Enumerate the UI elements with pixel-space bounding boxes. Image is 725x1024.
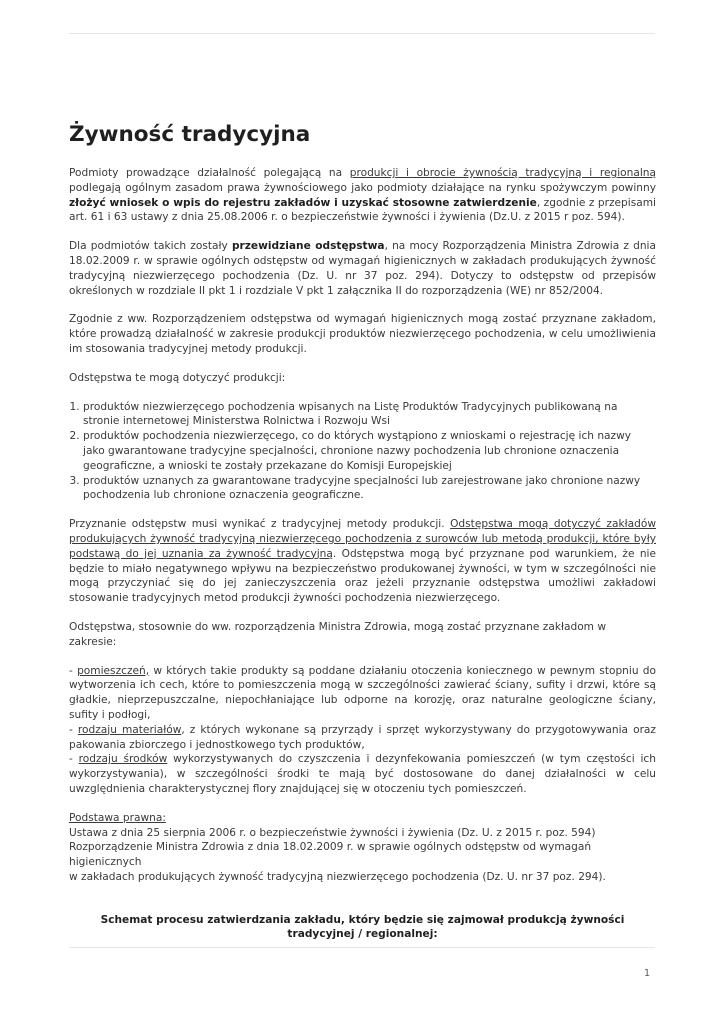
intro-text-a: Podmioty prowadzące działalność polegającą na [69,167,350,180]
scope-text-materials: , z których wykonane są przyrządy i sprzęt wykorzystywany do przygotowywania oraz pakowania zbiorczego i jednostkowego tych produktów, [69,723,656,751]
exemptions-text-a: Dla podmiotów takich zostały [69,240,232,253]
legal-basis [69,811,656,885]
conditions-text-b: . Odstępstwa mogą być przyznane pod warunkiem, że nie będzie to miało negatywnego wpływu na bezpieczeństwo produkowanej żywności, w tym w szczególności nie mogą przyczyniać się do jej zanieczyszczenia oraz jeżeli przyznanie odstępstwa umożliwi zakładowi stosowanie tradycyjnych metod produkcji żywności pochodzenia niezwierzęcego. [69,547,657,605]
page-title: Żywność tradycyjna [69,122,311,147]
paragraph-exemptions [69,239,656,298]
page-number: 1 [643,968,650,979]
scope-link-materials[interactable]: rodzaju materiałów [77,723,182,736]
scope-link-rooms[interactable]: pomieszczeń, [77,664,150,677]
exemptions-bold: przewidziane odstępstwa [231,240,385,253]
scope-dash: - [69,723,78,736]
intro-text-c: , zgodnie z przepisami art. 61 i 63 ustawy z dnia 25.08.2006 r. o bezpieczeństwie żywności i żywienia (Dz.U. z 2015 r poz. 594). [69,196,656,224]
scope-dash: - [69,664,78,677]
scope-text-agents: wykorzystywanych do czyszczenia i dezynfekowania pomieszczeń (w tym częstości ich wykorzystywania), w szczególności środki te mają być dostosowane do danej działalności w celu uwzględnienia charakterystycznej flory znajdującej się w otoczeniu tych pomieszczeń. [69,753,656,795]
list-item: 2. produktów pochodzenia niezwierzęcego, co do których wystąpiono z wnioskami o rejestrację ich nazwy jako gwarantowane tradycyjne specjalności, chronione nazwy pochodzenia lub chronione oznaczenia geograficzne, a wnioski te zostały przekazane do Komisji Europejskiej [83,429,656,473]
scope-items [69,664,656,797]
conditions-link[interactable]: Odstępstwa mogą dotyczyć zakładów produkujących żywność tradycyjną niezwierzęcego pochodzenia z surowców lub metodą produkcji, które były podstawą do jej uznania za żywność tradycyjną [69,518,656,560]
header-divider [69,33,655,34]
scope-link-agents[interactable]: rodzaju środków [78,753,168,766]
exemptions-text-b: , na mocy Rozporządzenia Ministra Zdrowia z dnia 18.02.2009 r. w sprawie ogólnych odstępstw od wymagań higienicznych w zakładach produkujących żywność tradycyjną niezwierzęcego pochodzenia (Dz. U. nr 37 poz. 294). Dotyczy to odstępstw od przepisów określonych w rozdziale II pkt 1 i rozdziale V pkt 1 załącznika II do rozporządzenia (WE) nr 852/2004. [69,240,656,297]
conditions-text-a: Przyznanie odstępstw musi wynikać z tradycyjnej metody produkcji. [69,518,451,531]
legal-basis-heading: Podstawa prawna: [69,811,166,824]
scope-dash: - [69,753,79,766]
paragraph-intro [69,166,656,225]
legal-basis-line: w zakładach produkujących żywność tradycyjną niezwierzęcego pochodzenia (Dz. U. nr 37 poz. 294). [69,870,606,883]
list-item: 3. produktów uznanych za gwarantowane tradycyjne specjalności lub zarejestrowane jako chronione nazwy pochodzenia lub chronione oznaczenia geograficzne. [83,474,656,504]
paragraph-conditions [69,517,656,606]
paragraph-scope-intro: Odstępstwa, stosownie do ww. rozporządzenia Ministra Zdrowia, mogą zostać przyznane zakładom w zakresie: [69,620,607,648]
paragraph-list-intro: Odstępstwa te mogą dotyczyć produkcji: [69,371,286,384]
legal-basis-line: Ustawa z dnia 25 sierpnia 2006 r. o bezpieczeństwie żywności i żywienia (Dz. U. z 2015 r. poz. 594) [69,826,596,839]
intro-link[interactable]: produkcji i obrocie żywnością tradycyjną i regionalną [349,167,657,180]
document-body [69,120,656,942]
paragraph-regulation: Zgodnie z ww. Rozporządzeniem odstępstwa od wymagań higienicznych mogą zostać przyznane zakładom, które prowadzą działalność w zakresie produkcji produktów niezwierzęcego pochodzenia, w celu umożliwienia im stosowania tradycyjnej metody produkcji. [69,313,656,355]
scheme-heading: Schemat procesu zatwierdzania zakładu, który będzie się zajmował produkcją żywności tradycyjnej / regionalnej: [100,913,625,941]
list-item: 1. produktów niezwierzęcego pochodzenia wpisanych na Listę Produktów Tradycyjnych publikowaną na stronie internetowej Ministerstwa Rolnictwa i Rozwoju Wsi [83,400,656,430]
legal-basis-line: Rozporządzenie Ministra Zdrowia z dnia 18.02.2009 r. w sprawie ogólnych odstępstw od wymagań higienicznych [69,841,592,869]
production-list [69,400,656,504]
intro-bold: złożyć wniosek o wpis do rejestru zakładów i uzyskać stosowne zatwierdzenie [69,196,537,209]
footer-divider [69,947,655,948]
intro-text-b: podlegają ogólnym zasadom prawa żywnościowego jako podmioty działające na rynku spożywczym powinny [69,181,656,194]
scope-text-rooms: w których takie produkty są poddane działaniu otoczenia koniecznego w pewnym stopniu do wytworzenia ich cech, które to pomieszczenia mogą w szczególności zawierać ściany, sufity i drzwi, które są gładkie, nieprzepuszczalne, niepochłaniające lub odporne na korozję, oraz naturalne geologiczne ściany, sufity i podłogi, [69,664,656,721]
